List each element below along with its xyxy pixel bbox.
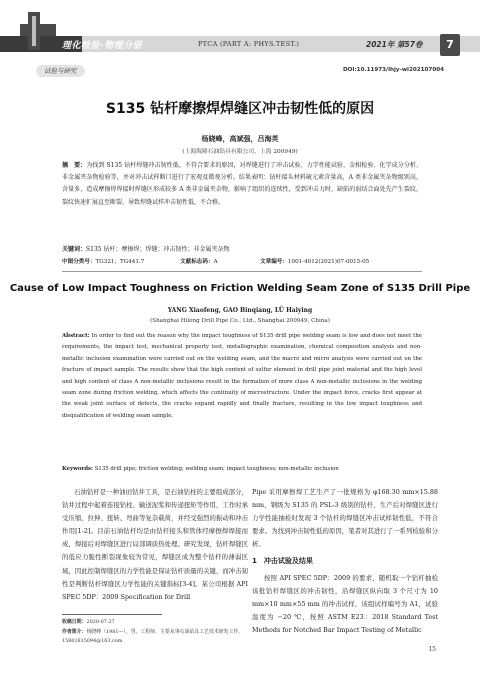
affiliation-en: (Shanghai Hilong Drill Pipe Co., Ltd., Shanghai 200949, China) bbox=[150, 318, 330, 324]
clc-label: 中图分类号： bbox=[62, 259, 96, 265]
doc-code-value: A bbox=[213, 259, 218, 265]
divider bbox=[62, 271, 422, 272]
page-number: 15 bbox=[428, 646, 436, 653]
journal-logo-icon bbox=[18, 10, 58, 52]
keywords-en-label: Keywords: bbox=[62, 466, 93, 472]
affiliation-cn: (上海海隆石油钻具有限公司，上海 200949) bbox=[182, 149, 298, 155]
keywords-cn-text: S135 钻杆；摩擦焊；焊缝；冲击韧性；非金属夹杂物 bbox=[86, 246, 230, 253]
doc-code-label: 文献标志码： bbox=[180, 259, 214, 265]
abstract-cn-text: 为找到 S135 钻杆焊缝冲击韧性低、不符合要求的原因，对焊缝进行了冲击试验、力学性能试验、金相检验、化学成分分析、非金属夹杂物检验等，并对冲击试样断口进行了宏观及微观分析。结果表明：钻杆接头材料硫元素含量高，A 类非金属夹杂物级别高，含量多，造成摩擦焊焊接时焊缝区形成较多 A 类非金属夹杂物，影响了组织的连续性，受到冲击力时，缺陷的弱结合面处先产生裂纹，裂纹快速扩展直至断裂，导致焊缝试样冲击韧性低，不合格。 bbox=[62, 162, 422, 206]
keywords-en-text: S135 drill pipe; friction welding; welding seam; impact toughness; non-metallic inclusion bbox=[94, 466, 339, 472]
title-en: Cause of Low Impact Toughness on Friction Welding Seam Zone of S135 Drill Pipe bbox=[9, 283, 471, 294]
abstract-cn bbox=[62, 160, 422, 209]
issue-number-badge: 7 bbox=[440, 34, 460, 56]
intro-paragraph-continued: Pipe 采用摩擦焊工艺生产了一批规格为 φ168.30 mm×15.88 mm，钢级为 S135 的 PSL-3 级别的钻杆，生产后对焊缝区进行力学性能抽检时发现 3 个钻杆的焊缝区冲击试样韧性低，不符合要求。为找到冲击韧性低的原因，笔者对其进行了一系列检验和分析。 bbox=[252, 488, 438, 549]
abstract-en-label: Abstract: bbox=[62, 333, 90, 339]
journal-name: 理化检验-物理分册 bbox=[62, 41, 143, 51]
intro-paragraph: 石油钻杆是一种油田钻井工具，是石油钻柱的主要组成部分，钻井过程中起着连接钻柱、输送泥浆和传递扭矩等作用，工作时承受压缩、拉伸、扭转、弯曲等复杂载荷，并经受强烈的振动和冲击作用[1-2]。目前石油钻杆均是由钻杆接头和管体经摩擦焊焊接而成，焊接后对焊缝区进行局部调质热处理。研究发现，钻杆焊缝区的低应力脆性断裂现象较为常见，焊缝区成为整个钻杆的薄弱区域，因此控制焊缝区的力学性能是保证钻杆质量的关键，而冲击韧性是判断钻杆焊缝区力学性能的关键指标[3-4]。某公司根据 API SPEC 5DP：2009 Specification for Drill bbox=[62, 488, 248, 601]
doi: DOI:10.11973/lhjy-wl202107004 bbox=[342, 67, 444, 73]
body-left-column bbox=[62, 486, 248, 604]
abstract-en bbox=[62, 331, 422, 422]
keywords-cn bbox=[62, 244, 422, 253]
abstract-cn-label: 摘 要： bbox=[62, 162, 87, 169]
author-bio: 杨晓峰（1981—），男，工程师，主要从事石油钻具工艺技术研发工作，15801815094@163.com bbox=[62, 628, 244, 644]
received-label: 收稿日期： bbox=[62, 619, 87, 625]
journal-ptca: PTCA (PART A: PHYS.TEST.) bbox=[198, 40, 300, 48]
body-right-column bbox=[252, 486, 438, 637]
authors-en: YANG Xiaofeng, GAO Binqiang, LÜ Haiying bbox=[167, 307, 313, 314]
clc-value: TG321；TG441.7 bbox=[95, 259, 145, 265]
journal-header bbox=[0, 0, 480, 58]
keywords-cn-label: 关键词： bbox=[62, 246, 87, 253]
footnote-divider bbox=[62, 614, 162, 615]
author-bio-label: 作者简介： bbox=[62, 628, 87, 635]
received-date: 2020-07-27 bbox=[86, 619, 115, 625]
section-tag: 试验与研究 bbox=[36, 65, 85, 77]
impact-test-paragraph: 按照 API SPEC 5DP：2009 的要求，随机取一个钻杆抽检该批钻杆焊缝区的冲击韧性，沿焊缝区纵向取 3 个尺寸为 10 mm×10 mm×55 mm 的冲击试样，该组试样编号为 A1，试验温度为 −20 ℃，按照 ASTM E23：2018 Standard Test Methods for Notched Bar Impact Testing of Metallic bbox=[252, 573, 438, 634]
issue-info: 2021年 第57卷 bbox=[366, 40, 423, 49]
article-number-value: 1001-4012(2021)07-0015-05 bbox=[287, 259, 370, 265]
keywords-en bbox=[62, 466, 422, 472]
footnote bbox=[62, 618, 248, 647]
section-heading: 1 冲击试验及结果 bbox=[252, 557, 313, 566]
abstract-en-text: In order to find out the reason why the impact toughness of S135 drill pipe welding seam is low and does not meet the requirements, the impact test, mechanical property test, metallographic examination, chemical composition analysis and non-metallic inclusion examination were carried out on the welding seam, and the macro and micro analysis were carried out on the fracture of impact sample. The results show that the high content of sulfur element in drill pipe joint material and the high level and high content of class A non-metallic inclusions result in the formation of more class A non-metallic inclusions in the welding seam zone during friction welding, which affects the continuity of microstructure. Under the impact force, cracks first appear at the weak joint surface of defects, the cracks expand rapidly and finally fracture, resulting in the low impact toughness and disqualification of welding seam sample. bbox=[62, 333, 423, 419]
article-number-label: 文章编号： bbox=[260, 259, 288, 265]
title-cn: S135 钻杆摩擦焊焊缝区冲击韧性低的原因 bbox=[105, 101, 375, 117]
authors-cn: 杨晓峰，高斌强，吕海英 bbox=[201, 134, 279, 143]
